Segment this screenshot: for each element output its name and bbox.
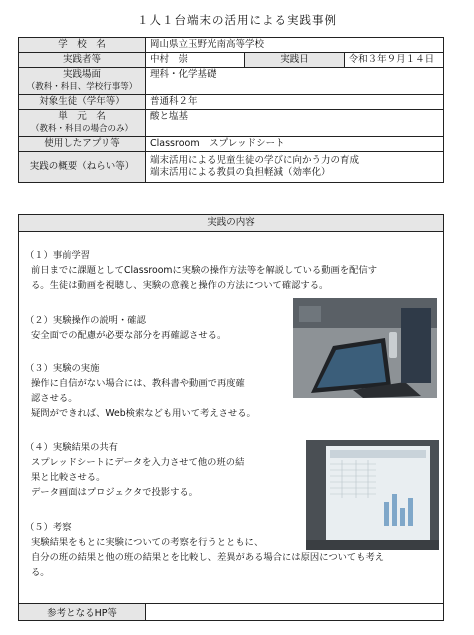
- section-3-line-2: 認させる。: [31, 393, 78, 404]
- section-5-line-3: る。: [31, 567, 50, 578]
- section-4-line-3: データ画面はプロジェクタで投影する。: [31, 487, 198, 498]
- section-4-title: （４）実験結果の共有: [25, 442, 118, 453]
- section-3-line-1: 操作に自信がない場合には、教科書や動画で再度確: [31, 378, 245, 389]
- unit-row: [19, 110, 444, 137]
- projector-screen-photo: [306, 440, 439, 550]
- section-4: [25, 440, 244, 500]
- section-5-line-1: 実験結果をもとに実験についての考察を行うとともに、: [31, 537, 264, 548]
- section-1-title: （１）事前学習: [25, 250, 91, 261]
- section-5-title: （５）考察: [25, 522, 72, 533]
- overview-line-1: 端末活用による児童生徒の学びに向かう力の育成: [150, 155, 360, 166]
- date-value: 令和３年９月１４日: [344, 53, 443, 68]
- section-2-title: （２）実験操作の説明・確認: [25, 315, 146, 326]
- section-3-title: （３）実験の実施: [25, 363, 100, 374]
- lab-laptop-image: [293, 298, 437, 398]
- section-4-line-2: 果と比較させる。: [31, 472, 106, 483]
- section-5-line-2: 自分の班の結果と他の班の結果とを比較し、差異がある場合には原因についても考え: [31, 552, 385, 563]
- overview-row: [19, 152, 444, 183]
- date-label: 実践日: [245, 53, 344, 68]
- unit-sublabel: （教科・科目の場合のみ）: [30, 124, 133, 134]
- school-row: [19, 38, 444, 53]
- section-1-line-2: る。生徒は動画を視聴し、実験の意義と操作の方法について確認する。: [31, 280, 329, 291]
- section-2: [25, 313, 226, 343]
- overview-line-2: 端末活用による教員の負担軽減（効率化）: [150, 167, 331, 178]
- content-box: [18, 230, 444, 604]
- section-1: [25, 248, 377, 293]
- content-heading: 実践の内容: [18, 214, 444, 232]
- info-table: [18, 37, 444, 183]
- school-value: 岡山県立玉野光南高等学校: [146, 38, 444, 53]
- unit-value: 酸と塩基: [146, 110, 444, 137]
- projector-screen-image: [306, 440, 439, 550]
- reference-label: 参考となるHP等: [19, 604, 146, 621]
- target-value: 普通科２年: [146, 95, 444, 110]
- unit-label: 単 元 名: [58, 111, 106, 122]
- school-label: 学 校 名: [19, 38, 146, 53]
- section-2-line-1: 安全面での配慮が必要な部分を再確認させる。: [31, 330, 227, 341]
- section-3-line-3: 疑問ができれば、Web検索なども用いて考えさせる。: [31, 408, 256, 419]
- page-title: １人１台端末の活用による実践事例: [137, 13, 337, 27]
- section-3: [25, 361, 256, 421]
- lab-laptop-photo: [293, 298, 437, 398]
- scene-value: 理科・化学基礎: [146, 68, 444, 95]
- overview-value: [146, 152, 444, 183]
- section-1-line-1: 前日までに課題としてClassroomに実験の操作方法等を解説している動画を配信す: [31, 265, 378, 276]
- scene-label-cell: [19, 68, 146, 95]
- scene-label: 実践場面: [62, 69, 101, 80]
- reference-value: [146, 604, 444, 621]
- overview-label: 実践の概要（ねらい等）: [19, 152, 146, 183]
- reference-row: [19, 604, 444, 621]
- practitioner-label: 実践者等: [19, 53, 146, 68]
- unit-label-cell: [19, 110, 146, 137]
- target-label: 対象生徒（学年等）: [19, 95, 146, 110]
- scene-row: [19, 68, 444, 95]
- practitioner-value: 中村 崇: [146, 53, 245, 68]
- app-row: [19, 137, 444, 152]
- section-4-line-1: スプレッドシートにデータを入力させて他の班の結: [31, 457, 245, 468]
- target-row: [19, 95, 444, 110]
- app-value: Classroom スプレッドシート: [146, 137, 444, 152]
- scene-sublabel: （教科・科目、学校行事等）: [26, 82, 138, 92]
- practitioner-row: [19, 53, 444, 68]
- app-label: 使用したアプリ等: [19, 137, 146, 152]
- reference-table: [18, 603, 444, 621]
